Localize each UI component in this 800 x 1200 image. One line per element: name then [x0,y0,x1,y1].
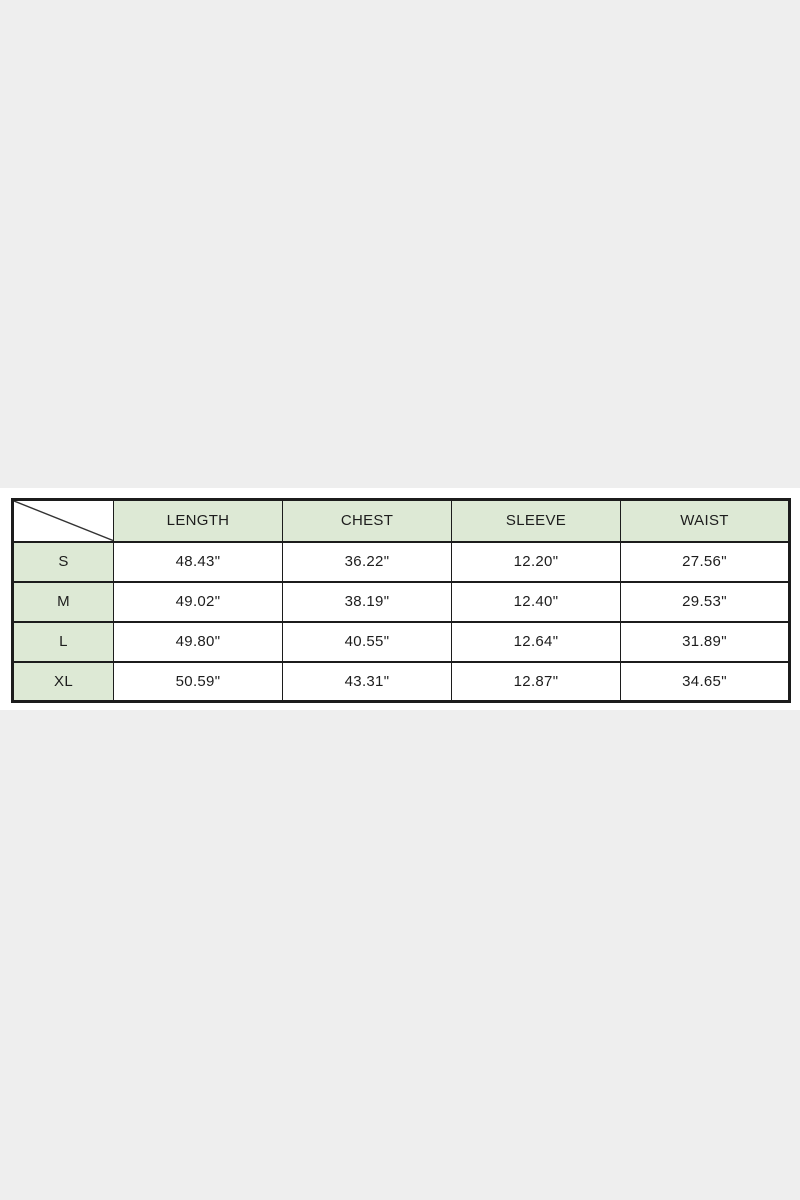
size-label-m: M [13,582,114,622]
table-row-s [13,542,790,582]
measurement-cell: 34.65" [621,662,790,702]
measurement-cell: 43.31" [283,662,452,702]
corner-cell [13,500,114,542]
column-header-chest: CHEST [283,500,452,542]
header-row [13,500,790,542]
column-header-length: LENGTH [114,500,283,542]
measurement-cell: 12.40" [452,582,621,622]
column-header-waist: WAIST [621,500,790,542]
measurement-cell: 38.19" [283,582,452,622]
measurement-cell: 12.87" [452,662,621,702]
measurement-cell: 27.56" [621,542,790,582]
size-label-l: L [13,622,114,662]
measurement-cell: 29.53" [621,582,790,622]
size-label-s: S [13,542,114,582]
measurement-cell: 36.22" [283,542,452,582]
measurement-cell: 48.43" [114,542,283,582]
size-chart-panel [0,488,800,710]
table-row-m [13,582,790,622]
size-label-xl: XL [13,662,114,702]
column-header-sleeve: SLEEVE [452,500,621,542]
table-row-xl [13,662,790,702]
table-row-l [13,622,790,662]
measurement-cell: 49.02" [114,582,283,622]
size-chart-table [11,498,791,703]
measurement-cell: 12.20" [452,542,621,582]
measurement-cell: 50.59" [114,662,283,702]
measurement-cell: 49.80" [114,622,283,662]
measurement-cell: 31.89" [621,622,790,662]
diagonal-slash-icon [14,501,113,541]
measurement-cell: 12.64" [452,622,621,662]
measurement-cell: 40.55" [283,622,452,662]
